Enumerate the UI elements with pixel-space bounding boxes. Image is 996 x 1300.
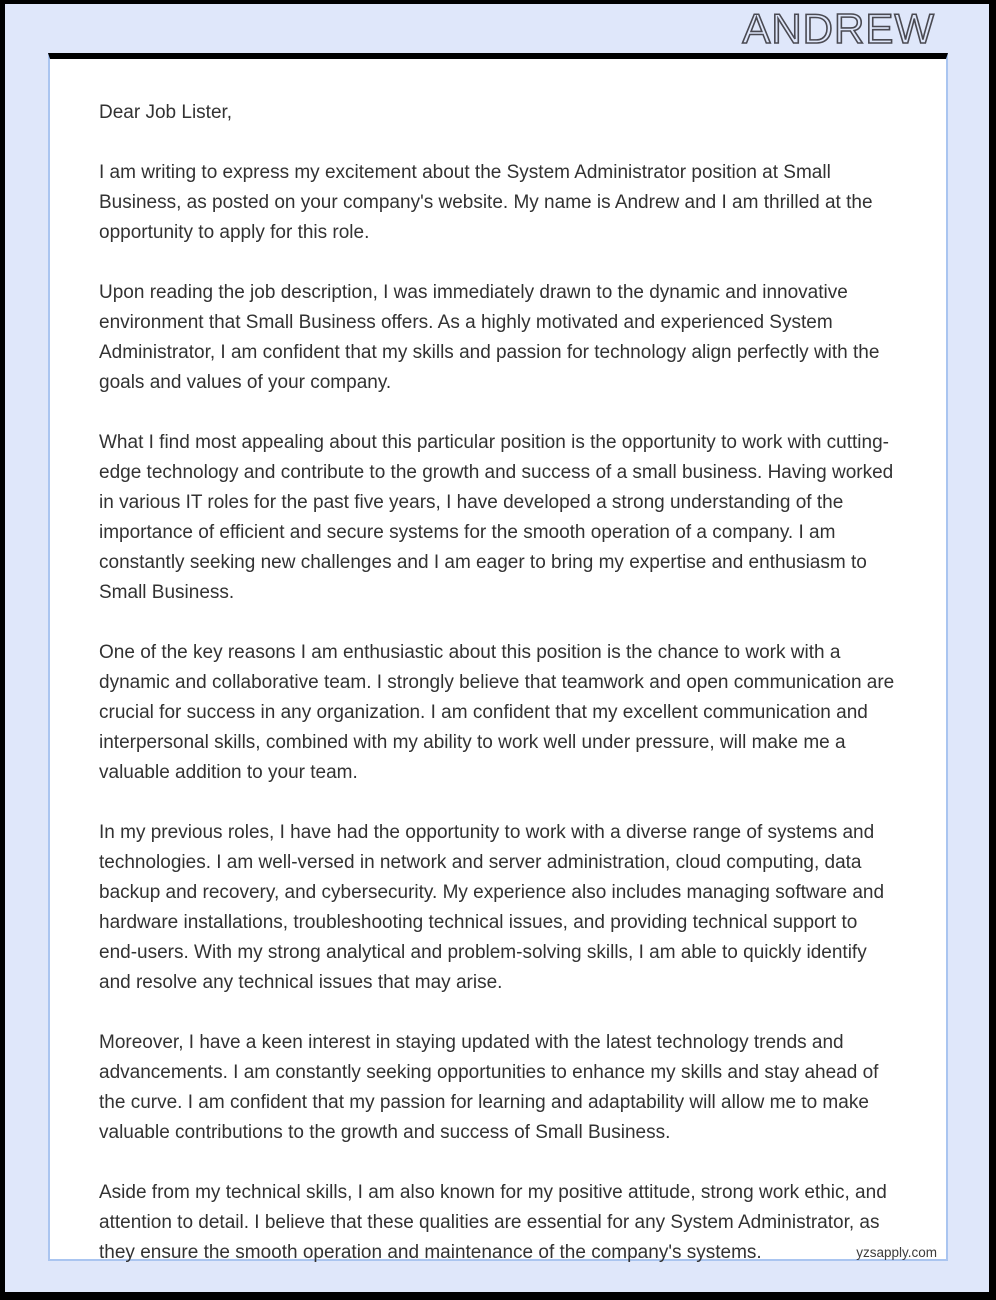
letter-paragraph: Moreover, I have a keen interest in staying updated with the latest technology trends and advancements. I am constantly seeking opportunities to enhance my skills and stay ahead of the curve. I am confident that my passion for learning and adaptability will allow me to make valuable contributions to the growth and success of Small Business.: [99, 1032, 879, 1143]
letter-paragraph: In my previous roles, I have had the opportunity to work with a diverse range of systems and technologies. I am well-versed in network and server administration, cloud computing, data backup and recovery, and cybersecurity. My experience also includes managing software and hardware installations, troubleshooting technical issues, and providing technical support to end-users. With my strong analytical and problem-solving skills, I am able to quickly identify and resolve any technical issues that may arise.: [99, 822, 885, 993]
letter-paragraph: What I find most appealing about this particular position is the opportunity to work with cutting-edge technology and contribute to the growth and success of a small business. Having worked in various IT roles for the past five years, I have developed a strong understanding of the importance of efficient and secure systems for the smooth operation of a company. I am constantly seeking new challenges and I am eager to bring my expertise and enthusiasm to Small Business.: [99, 432, 894, 603]
letter-paragraph: Upon reading the job description, I was immediately drawn to the dynamic and innovative environment that Small Business offers. As a highly motivated and experienced System Administrator, I am confident that my skills and passion for technology align perfectly with the goals and values of your company.: [99, 282, 880, 393]
letter-paragraph: Aside from my technical skills, I am also known for my positive attitude, strong work ethic, and attention to detail. I believe that these qualities are essential for any System Administrator, as they ensure the smooth operation and maintenance of the company's systems.: [99, 1182, 887, 1263]
letter-page: [48, 53, 948, 1261]
letter-body: [50, 59, 946, 1268]
letter-paragraph: One of the key reasons I am enthusiastic about this position is the chance to work with a dynamic and collaborative team. I strongly believe that teamwork and open communication are crucial for success in any organization. I am confident that my excellent communication and interpersonal skills, combined with my ability to work well under pressure, will make me a valuable addition to your team.: [99, 642, 895, 783]
salutation: Dear Job Lister,: [99, 102, 233, 123]
page-title: ANDREW: [742, 5, 935, 52]
watermark: yzsapply.com: [856, 1245, 937, 1260]
letter-paragraph: I am writing to express my excitement about the System Administrator position at Small Business, as posted on your company's website. My name is Andrew and I am thrilled at the opportunity to apply for this role.: [99, 162, 873, 243]
